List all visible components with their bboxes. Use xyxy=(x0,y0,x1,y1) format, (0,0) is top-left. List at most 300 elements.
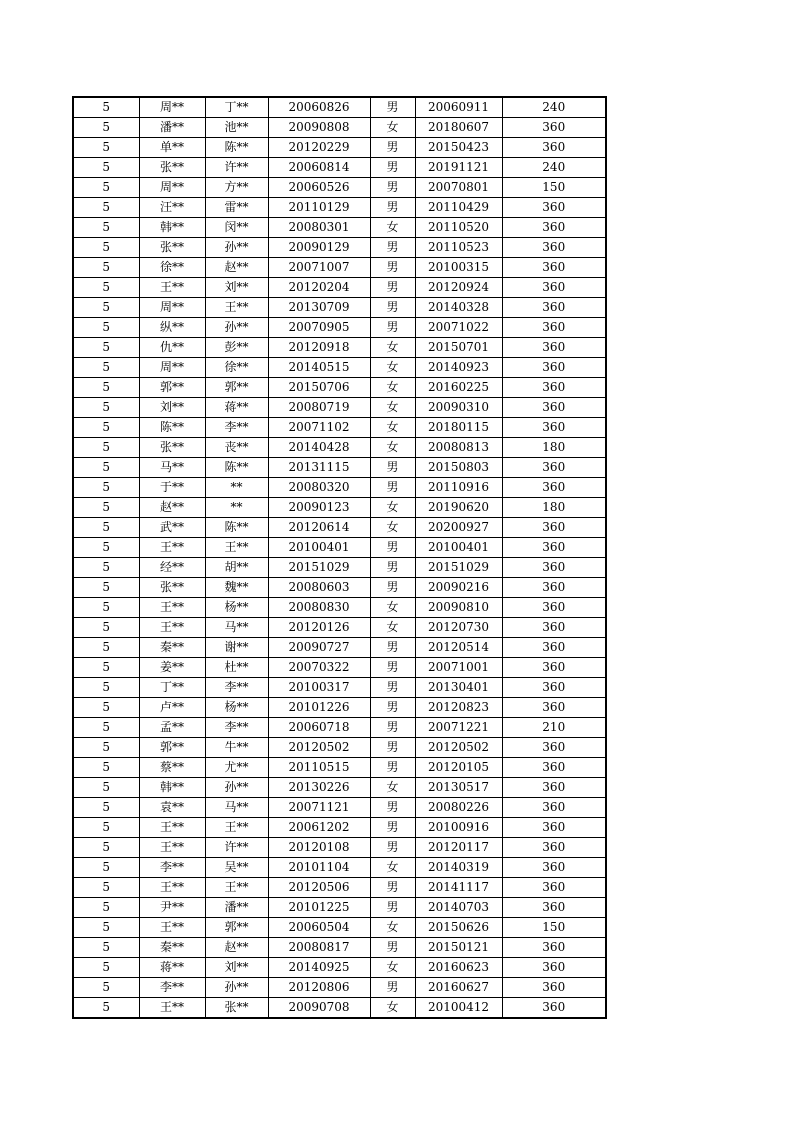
start-date-cell: 20071221 xyxy=(415,718,502,738)
start-date-cell: 20160225 xyxy=(415,378,502,398)
birth-date-cell: 20070322 xyxy=(268,658,370,678)
start-date-cell: 20120924 xyxy=(415,278,502,298)
start-date-cell: 20160627 xyxy=(415,978,502,998)
start-date-cell: 20120823 xyxy=(415,698,502,718)
amount-cell: 360 xyxy=(502,818,606,838)
level-cell: 5 xyxy=(73,618,139,638)
amount-cell: 360 xyxy=(502,338,606,358)
start-date-cell: 20090810 xyxy=(415,598,502,618)
name-b-cell: ** xyxy=(205,498,268,518)
amount-cell: 360 xyxy=(502,138,606,158)
start-date-cell: 20080226 xyxy=(415,798,502,818)
level-cell: 5 xyxy=(73,938,139,958)
start-date-cell: 20140328 xyxy=(415,298,502,318)
name-a-cell: 武** xyxy=(139,518,205,538)
gender-cell: 男 xyxy=(370,578,415,598)
name-b-cell: 赵** xyxy=(205,258,268,278)
gender-cell: 男 xyxy=(370,318,415,338)
gender-cell: 女 xyxy=(370,598,415,618)
name-a-cell: 王** xyxy=(139,618,205,638)
start-date-cell: 20130517 xyxy=(415,778,502,798)
table-row xyxy=(73,658,606,678)
birth-date-cell: 20090727 xyxy=(268,638,370,658)
name-b-cell: 李** xyxy=(205,418,268,438)
level-cell: 5 xyxy=(73,978,139,998)
table-row xyxy=(73,338,606,358)
start-date-cell: 20110429 xyxy=(415,198,502,218)
name-a-cell: 姜** xyxy=(139,658,205,678)
gender-cell: 男 xyxy=(370,698,415,718)
birth-date-cell: 20110515 xyxy=(268,758,370,778)
name-b-cell: 张** xyxy=(205,998,268,1019)
records-table xyxy=(72,96,607,1019)
name-a-cell: 陈** xyxy=(139,418,205,438)
name-b-cell: ** xyxy=(205,478,268,498)
birth-date-cell: 20120806 xyxy=(268,978,370,998)
table-row xyxy=(73,718,606,738)
name-b-cell: 闵** xyxy=(205,218,268,238)
name-a-cell: 王** xyxy=(139,818,205,838)
birth-date-cell: 20060718 xyxy=(268,718,370,738)
table-row xyxy=(73,238,606,258)
name-b-cell: 许** xyxy=(205,158,268,178)
name-a-cell: 秦** xyxy=(139,638,205,658)
gender-cell: 男 xyxy=(370,938,415,958)
amount-cell: 360 xyxy=(502,398,606,418)
amount-cell: 360 xyxy=(502,858,606,878)
level-cell: 5 xyxy=(73,258,139,278)
gender-cell: 男 xyxy=(370,758,415,778)
start-date-cell: 20141117 xyxy=(415,878,502,898)
birth-date-cell: 20071121 xyxy=(268,798,370,818)
name-a-cell: 单** xyxy=(139,138,205,158)
gender-cell: 男 xyxy=(370,97,415,118)
gender-cell: 女 xyxy=(370,998,415,1019)
name-b-cell: 牛** xyxy=(205,738,268,758)
table-row xyxy=(73,418,606,438)
amount-cell: 360 xyxy=(502,218,606,238)
name-b-cell: 池** xyxy=(205,118,268,138)
level-cell: 5 xyxy=(73,918,139,938)
name-b-cell: 刘** xyxy=(205,278,268,298)
birth-date-cell: 20120614 xyxy=(268,518,370,538)
name-a-cell: 周** xyxy=(139,97,205,118)
gender-cell: 女 xyxy=(370,958,415,978)
name-b-cell: 孙** xyxy=(205,318,268,338)
name-b-cell: 郭** xyxy=(205,378,268,398)
name-a-cell: 郭** xyxy=(139,378,205,398)
level-cell: 5 xyxy=(73,958,139,978)
gender-cell: 男 xyxy=(370,798,415,818)
amount-cell: 360 xyxy=(502,518,606,538)
birth-date-cell: 20061202 xyxy=(268,818,370,838)
birth-date-cell: 20090123 xyxy=(268,498,370,518)
name-a-cell: 王** xyxy=(139,878,205,898)
level-cell: 5 xyxy=(73,858,139,878)
start-date-cell: 20071001 xyxy=(415,658,502,678)
amount-cell: 360 xyxy=(502,638,606,658)
amount-cell: 360 xyxy=(502,358,606,378)
gender-cell: 女 xyxy=(370,618,415,638)
birth-date-cell: 20080830 xyxy=(268,598,370,618)
start-date-cell: 20160623 xyxy=(415,958,502,978)
gender-cell: 男 xyxy=(370,638,415,658)
amount-cell: 360 xyxy=(502,738,606,758)
table-row xyxy=(73,358,606,378)
start-date-cell: 20200927 xyxy=(415,518,502,538)
level-cell: 5 xyxy=(73,478,139,498)
level-cell: 5 xyxy=(73,798,139,818)
name-a-cell: 王** xyxy=(139,278,205,298)
start-date-cell: 20140703 xyxy=(415,898,502,918)
level-cell: 5 xyxy=(73,838,139,858)
name-b-cell: 蒋** xyxy=(205,398,268,418)
name-a-cell: 于** xyxy=(139,478,205,498)
birth-date-cell: 20090808 xyxy=(268,118,370,138)
level-cell: 5 xyxy=(73,598,139,618)
start-date-cell: 20080813 xyxy=(415,438,502,458)
name-a-cell: 王** xyxy=(139,998,205,1019)
name-b-cell: 丧** xyxy=(205,438,268,458)
name-b-cell: 丁** xyxy=(205,97,268,118)
start-date-cell: 20090310 xyxy=(415,398,502,418)
gender-cell: 女 xyxy=(370,518,415,538)
name-b-cell: 杨** xyxy=(205,598,268,618)
table-row xyxy=(73,558,606,578)
start-date-cell: 20150803 xyxy=(415,458,502,478)
name-b-cell: 彭** xyxy=(205,338,268,358)
gender-cell: 男 xyxy=(370,278,415,298)
birth-date-cell: 20101104 xyxy=(268,858,370,878)
name-a-cell: 刘** xyxy=(139,398,205,418)
birth-date-cell: 20130226 xyxy=(268,778,370,798)
birth-date-cell: 20120229 xyxy=(268,138,370,158)
amount-cell: 360 xyxy=(502,578,606,598)
name-b-cell: 魏** xyxy=(205,578,268,598)
level-cell: 5 xyxy=(73,318,139,338)
name-b-cell: 马** xyxy=(205,618,268,638)
start-date-cell: 20190620 xyxy=(415,498,502,518)
amount-cell: 150 xyxy=(502,918,606,938)
table-row xyxy=(73,618,606,638)
table-row xyxy=(73,598,606,618)
start-date-cell: 20120117 xyxy=(415,838,502,858)
amount-cell: 360 xyxy=(502,798,606,818)
amount-cell: 360 xyxy=(502,758,606,778)
gender-cell: 男 xyxy=(370,138,415,158)
gender-cell: 女 xyxy=(370,918,415,938)
level-cell: 5 xyxy=(73,358,139,378)
name-a-cell: 秦** xyxy=(139,938,205,958)
name-a-cell: 郭** xyxy=(139,738,205,758)
level-cell: 5 xyxy=(73,558,139,578)
level-cell: 5 xyxy=(73,638,139,658)
amount-cell: 360 xyxy=(502,558,606,578)
amount-cell: 360 xyxy=(502,958,606,978)
amount-cell: 360 xyxy=(502,238,606,258)
table-row xyxy=(73,298,606,318)
name-a-cell: 尹** xyxy=(139,898,205,918)
gender-cell: 女 xyxy=(370,398,415,418)
gender-cell: 男 xyxy=(370,478,415,498)
level-cell: 5 xyxy=(73,338,139,358)
table-row xyxy=(73,698,606,718)
amount-cell: 360 xyxy=(502,298,606,318)
name-b-cell: 赵** xyxy=(205,938,268,958)
gender-cell: 男 xyxy=(370,818,415,838)
table-row xyxy=(73,278,606,298)
name-a-cell: 马** xyxy=(139,458,205,478)
start-date-cell: 20071022 xyxy=(415,318,502,338)
gender-cell: 男 xyxy=(370,658,415,678)
birth-date-cell: 20060826 xyxy=(268,97,370,118)
start-date-cell: 20120502 xyxy=(415,738,502,758)
gender-cell: 男 xyxy=(370,238,415,258)
birth-date-cell: 20101225 xyxy=(268,898,370,918)
table-row xyxy=(73,478,606,498)
birth-date-cell: 20120204 xyxy=(268,278,370,298)
table-row xyxy=(73,218,606,238)
table-row xyxy=(73,638,606,658)
start-date-cell: 20191121 xyxy=(415,158,502,178)
name-a-cell: 王** xyxy=(139,838,205,858)
level-cell: 5 xyxy=(73,398,139,418)
gender-cell: 女 xyxy=(370,338,415,358)
gender-cell: 男 xyxy=(370,878,415,898)
name-a-cell: 张** xyxy=(139,238,205,258)
name-a-cell: 徐** xyxy=(139,258,205,278)
level-cell: 5 xyxy=(73,438,139,458)
birth-date-cell: 20110129 xyxy=(268,198,370,218)
level-cell: 5 xyxy=(73,158,139,178)
amount-cell: 360 xyxy=(502,898,606,918)
amount-cell: 360 xyxy=(502,878,606,898)
gender-cell: 男 xyxy=(370,898,415,918)
start-date-cell: 20150423 xyxy=(415,138,502,158)
birth-date-cell: 20131115 xyxy=(268,458,370,478)
birth-date-cell: 20090708 xyxy=(268,998,370,1019)
gender-cell: 男 xyxy=(370,538,415,558)
name-a-cell: 周** xyxy=(139,298,205,318)
birth-date-cell: 20150706 xyxy=(268,378,370,398)
birth-date-cell: 20130709 xyxy=(268,298,370,318)
birth-date-cell: 20060504 xyxy=(268,918,370,938)
start-date-cell: 20130401 xyxy=(415,678,502,698)
amount-cell: 210 xyxy=(502,718,606,738)
birth-date-cell: 20120506 xyxy=(268,878,370,898)
start-date-cell: 20100401 xyxy=(415,538,502,558)
name-b-cell: 王** xyxy=(205,538,268,558)
table-row xyxy=(73,958,606,978)
birth-date-cell: 20120108 xyxy=(268,838,370,858)
table-row xyxy=(73,178,606,198)
level-cell: 5 xyxy=(73,518,139,538)
start-date-cell: 20150121 xyxy=(415,938,502,958)
start-date-cell: 20110916 xyxy=(415,478,502,498)
start-date-cell: 20140319 xyxy=(415,858,502,878)
birth-date-cell: 20120126 xyxy=(268,618,370,638)
level-cell: 5 xyxy=(73,658,139,678)
gender-cell: 女 xyxy=(370,378,415,398)
name-b-cell: 陈** xyxy=(205,518,268,538)
gender-cell: 男 xyxy=(370,978,415,998)
table-row xyxy=(73,858,606,878)
name-b-cell: 雷** xyxy=(205,198,268,218)
name-b-cell: 许** xyxy=(205,838,268,858)
name-a-cell: 李** xyxy=(139,858,205,878)
gender-cell: 女 xyxy=(370,118,415,138)
gender-cell: 男 xyxy=(370,258,415,278)
table-row xyxy=(73,158,606,178)
amount-cell: 360 xyxy=(502,978,606,998)
gender-cell: 女 xyxy=(370,778,415,798)
amount-cell: 360 xyxy=(502,378,606,398)
name-b-cell: 陈** xyxy=(205,138,268,158)
table-row xyxy=(73,438,606,458)
name-b-cell: 王** xyxy=(205,878,268,898)
amount-cell: 150 xyxy=(502,178,606,198)
birth-date-cell: 20071007 xyxy=(268,258,370,278)
start-date-cell: 20100315 xyxy=(415,258,502,278)
start-date-cell: 20150701 xyxy=(415,338,502,358)
start-date-cell: 20140923 xyxy=(415,358,502,378)
table-row xyxy=(73,758,606,778)
amount-cell: 360 xyxy=(502,478,606,498)
birth-date-cell: 20070905 xyxy=(268,318,370,338)
start-date-cell: 20120105 xyxy=(415,758,502,778)
amount-cell: 180 xyxy=(502,498,606,518)
birth-date-cell: 20080603 xyxy=(268,578,370,598)
level-cell: 5 xyxy=(73,738,139,758)
start-date-cell: 20151029 xyxy=(415,558,502,578)
table-row xyxy=(73,738,606,758)
name-b-cell: 李** xyxy=(205,678,268,698)
name-a-cell: 经** xyxy=(139,558,205,578)
name-b-cell: 王** xyxy=(205,298,268,318)
name-a-cell: 王** xyxy=(139,598,205,618)
name-a-cell: 张** xyxy=(139,158,205,178)
name-a-cell: 蒋** xyxy=(139,958,205,978)
start-date-cell: 20090216 xyxy=(415,578,502,598)
name-b-cell: 吴** xyxy=(205,858,268,878)
table-row xyxy=(73,458,606,478)
gender-cell: 男 xyxy=(370,198,415,218)
level-cell: 5 xyxy=(73,378,139,398)
birth-date-cell: 20140925 xyxy=(268,958,370,978)
level-cell: 5 xyxy=(73,778,139,798)
gender-cell: 男 xyxy=(370,738,415,758)
gender-cell: 女 xyxy=(370,498,415,518)
amount-cell: 360 xyxy=(502,258,606,278)
name-b-cell: 孙** xyxy=(205,978,268,998)
birth-date-cell: 20060814 xyxy=(268,158,370,178)
name-b-cell: 孙** xyxy=(205,238,268,258)
start-date-cell: 20180607 xyxy=(415,118,502,138)
amount-cell: 360 xyxy=(502,458,606,478)
level-cell: 5 xyxy=(73,178,139,198)
birth-date-cell: 20080301 xyxy=(268,218,370,238)
amount-cell: 360 xyxy=(502,778,606,798)
name-b-cell: 孙** xyxy=(205,778,268,798)
amount-cell: 360 xyxy=(502,698,606,718)
table-row xyxy=(73,498,606,518)
level-cell: 5 xyxy=(73,298,139,318)
name-b-cell: 杜** xyxy=(205,658,268,678)
table-row xyxy=(73,798,606,818)
name-b-cell: 王** xyxy=(205,818,268,838)
name-b-cell: 杨** xyxy=(205,698,268,718)
name-a-cell: 蔡** xyxy=(139,758,205,778)
amount-cell: 360 xyxy=(502,598,606,618)
name-b-cell: 谢** xyxy=(205,638,268,658)
birth-date-cell: 20120918 xyxy=(268,338,370,358)
table-row xyxy=(73,138,606,158)
level-cell: 5 xyxy=(73,818,139,838)
amount-cell: 360 xyxy=(502,658,606,678)
start-date-cell: 20070801 xyxy=(415,178,502,198)
start-date-cell: 20180115 xyxy=(415,418,502,438)
name-a-cell: 卢** xyxy=(139,698,205,718)
name-a-cell: 张** xyxy=(139,438,205,458)
level-cell: 5 xyxy=(73,578,139,598)
name-b-cell: 郭** xyxy=(205,918,268,938)
level-cell: 5 xyxy=(73,698,139,718)
level-cell: 5 xyxy=(73,498,139,518)
name-a-cell: 孟** xyxy=(139,718,205,738)
table-row xyxy=(73,578,606,598)
gender-cell: 男 xyxy=(370,838,415,858)
start-date-cell: 20120730 xyxy=(415,618,502,638)
table-row xyxy=(73,998,606,1019)
level-cell: 5 xyxy=(73,898,139,918)
name-a-cell: 潘** xyxy=(139,118,205,138)
table-row xyxy=(73,898,606,918)
name-a-cell: 张** xyxy=(139,578,205,598)
level-cell: 5 xyxy=(73,118,139,138)
table-row xyxy=(73,938,606,958)
level-cell: 5 xyxy=(73,718,139,738)
level-cell: 5 xyxy=(73,278,139,298)
table-row xyxy=(73,518,606,538)
start-date-cell: 20100916 xyxy=(415,818,502,838)
birth-date-cell: 20080817 xyxy=(268,938,370,958)
start-date-cell: 20100412 xyxy=(415,998,502,1019)
name-a-cell: 纵** xyxy=(139,318,205,338)
amount-cell: 360 xyxy=(502,318,606,338)
level-cell: 5 xyxy=(73,538,139,558)
name-a-cell: 周** xyxy=(139,358,205,378)
name-b-cell: 潘** xyxy=(205,898,268,918)
gender-cell: 女 xyxy=(370,858,415,878)
level-cell: 5 xyxy=(73,678,139,698)
name-b-cell: 陈** xyxy=(205,458,268,478)
amount-cell: 360 xyxy=(502,998,606,1019)
level-cell: 5 xyxy=(73,998,139,1019)
level-cell: 5 xyxy=(73,758,139,778)
table-row xyxy=(73,818,606,838)
amount-cell: 180 xyxy=(502,438,606,458)
birth-date-cell: 20100317 xyxy=(268,678,370,698)
name-a-cell: 李** xyxy=(139,978,205,998)
amount-cell: 360 xyxy=(502,538,606,558)
gender-cell: 男 xyxy=(370,558,415,578)
amount-cell: 240 xyxy=(502,97,606,118)
gender-cell: 男 xyxy=(370,178,415,198)
name-a-cell: 袁** xyxy=(139,798,205,818)
table-row xyxy=(73,538,606,558)
birth-date-cell: 20071102 xyxy=(268,418,370,438)
amount-cell: 360 xyxy=(502,838,606,858)
